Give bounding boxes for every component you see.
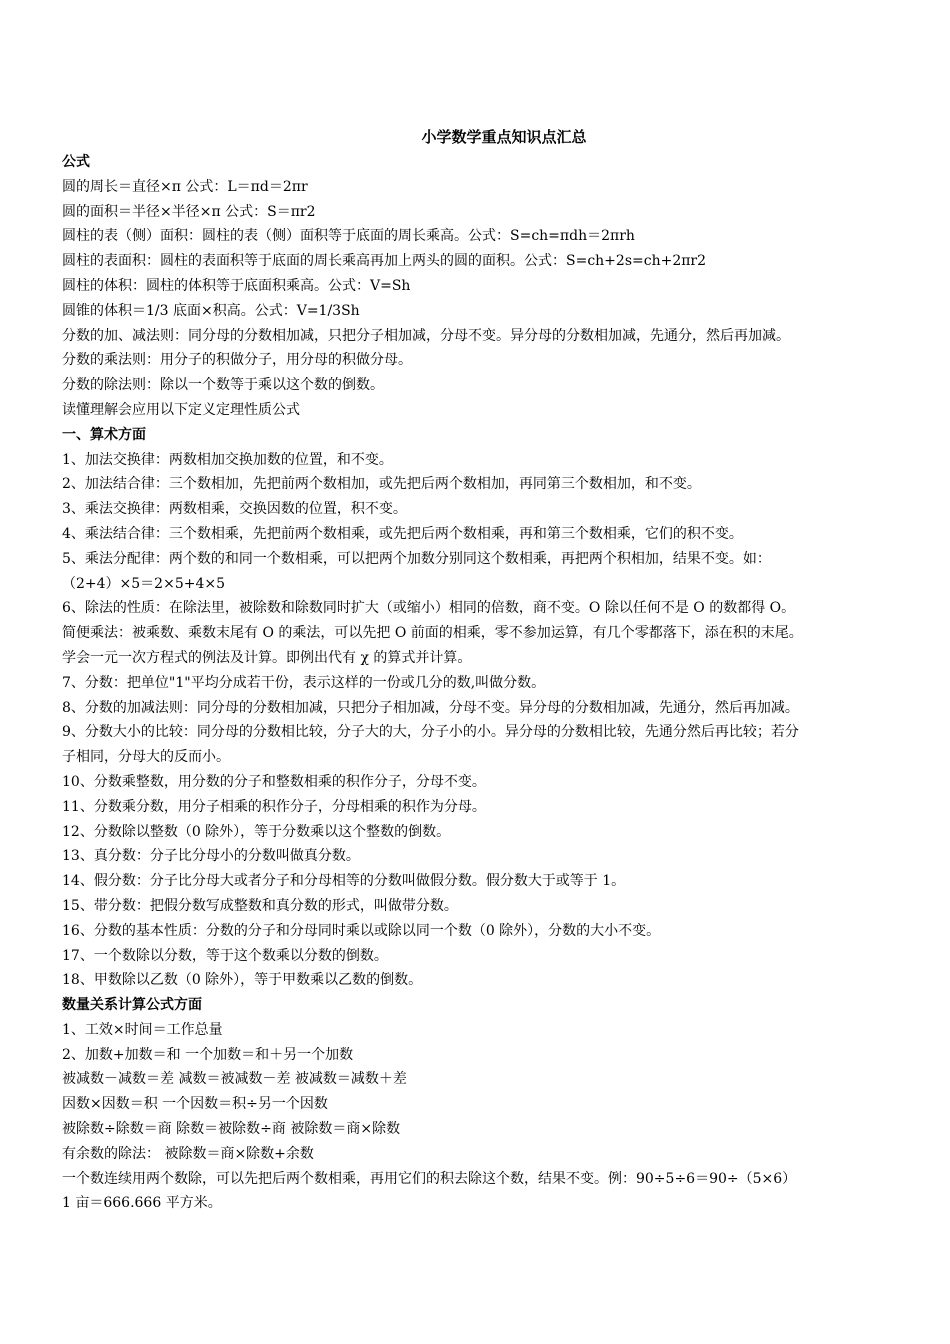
text-line: 10、分数乘整数，用分数的分子和整数相乘的积作分子，分母不变。 xyxy=(62,773,486,790)
text-line: 简便乘法：被乘数、乘数末尾有 O 的乘法，可以先把 O 前面的相乘，零不参加运算，有几个零都落下，添在积的末尾。 xyxy=(62,625,803,642)
text-line: 分数的加、减法则：同分母的分数相加减，只把分子相加减，分母不变。异分母的分数相加减，先通分，然后再加减。 xyxy=(62,327,790,344)
document-body xyxy=(62,150,910,1216)
text-line: 圆的面积＝半径×半径×π 公式：S＝πr2 xyxy=(62,203,316,220)
section-heading: 一、算术方面 xyxy=(62,426,146,443)
text-line: （2+4）×5＝2×5+4×5 xyxy=(62,575,226,592)
text-line: 16、分数的基本性质：分数的分子和分母同时乘以或除以同一个数（0 除外），分数的大小不变。 xyxy=(62,922,661,939)
text-line: 圆的周长＝直径×π 公式：L＝πd＝2πr xyxy=(62,178,308,195)
section-heading: 数量关系计算公式方面 xyxy=(62,997,202,1014)
text-line: 12、分数除以整数（0 除外），等于分数乘以这个整数的倒数。 xyxy=(62,823,451,840)
text-line: 被除数÷除数＝商 除数＝被除数÷商 被除数＝商×除数 xyxy=(62,1121,401,1138)
text-line: 4、乘法结合律：三个数相乘，先把前两个数相乘，或先把后两个数相乘，再和第三个数相乘，它们的积不变。 xyxy=(62,525,743,542)
text-line: 14、假分数：分子比分母大或者分子和分母相等的分数叫做假分数。假分数大于或等于 1。 xyxy=(62,873,626,890)
text-line: 17、一个数除以分数，等于这个数乘以分数的倒数。 xyxy=(62,947,388,964)
text-line: 6、除法的性质：在除法里，被除数和除数同时扩大（或缩小）相同的倍数，商不变。O 除以任何不是 O 的数都得 O。 xyxy=(62,600,796,617)
text-line: 11、分数乘分数，用分子相乘的积作分子，分母相乘的积作为分母。 xyxy=(62,798,486,815)
text-line: 18、甲数除以乙数（0 除外），等于甲数乘以乙数的倒数。 xyxy=(62,972,423,989)
text-line: 2、加数+加数＝和 一个加数＝和＋另一个加数 xyxy=(62,1046,354,1063)
text-line: 5、乘法分配律：两个数的和同一个数相乘，可以把两个加数分别同这个数相乘，再把两个积相加，结果不变。如： xyxy=(62,550,771,567)
section-heading: 公式 xyxy=(62,154,90,170)
text-line: 15、带分数：把假分数写成整数和真分数的形式，叫做带分数。 xyxy=(62,897,458,914)
text-line: 圆柱的表面积：圆柱的表面积等于底面的周长乘高再加上两头的圆的面积。公式：S=ch+2s=ch+2πr2 xyxy=(62,253,707,270)
text-line: 圆柱的表（侧）面积：圆柱的表（侧）面积等于底面的周长乘高。公式：S=ch=πdh＝2πrh xyxy=(62,228,635,245)
document-title: 小学数学重点知识点汇总 xyxy=(421,128,587,146)
text-line: 13、真分数：分子比分母小的分数叫做真分数。 xyxy=(62,848,360,865)
text-line: 读懂理解会应用以下定义定理性质公式 xyxy=(62,401,300,418)
text-line: 1、工效×时间＝工作总量 xyxy=(62,1021,223,1038)
text-line: 被减数－减数＝差 减数＝被减数－差 被减数＝减数＋差 xyxy=(62,1071,407,1088)
text-line: 分数的乘法则：用分子的积做分子，用分母的积做分母。 xyxy=(62,352,412,369)
text-line: 7、分数：把单位"1"平均分成若干份，表示这样的一份或几分的数,叫做分数。 xyxy=(62,674,546,691)
text-line: 子相同，分母大的反而小。 xyxy=(62,749,230,766)
text-line: 2、加法结合律：三个数相加，先把前两个数相加，或先把后两个数相加，再同第三个数相加，和不变。 xyxy=(62,476,701,493)
text-line: 分数的除法则：除以一个数等于乘以这个数的倒数。 xyxy=(62,377,384,394)
text-line: 有余数的除法： 被除数＝商×除数+余数 xyxy=(62,1145,314,1162)
text-line: 8、分数的加减法则：同分母的分数相加减，只把分子相加减，分母不变。异分母的分数相加减，先通分，然后再加减。 xyxy=(62,699,799,716)
text-line: 学会一元一次方程式的例法及计算。即例出代有 χ 的算式并计算。 xyxy=(62,649,472,666)
text-line: 3、乘法交换律：两数相乘，交换因数的位置，积不变。 xyxy=(62,501,407,518)
text-line: 1 亩＝666.666 平方米。 xyxy=(62,1195,222,1212)
text-line: 圆锥的体积＝1/3 底面×积高。公式：V=1/3Sh xyxy=(62,302,360,319)
text-line: 圆柱的体积：圆柱的体积等于底面积乘高。公式：V=Sh xyxy=(62,277,411,294)
text-line: 1、加法交换律：两数相加交换加数的位置，和不变。 xyxy=(62,451,393,468)
text-line: 因数×因数＝积 一个因数＝积÷另一个因数 xyxy=(62,1096,328,1113)
text-line: 一个数连续用两个数除，可以先把后两个数相乘，再用它们的积去除这个数，结果不变。例：90÷5÷6＝90÷（5×6） xyxy=(62,1170,797,1187)
text-line: 9、分数大小的比较：同分母的分数相比较，分子大的大，分子小的小。异分母的分数相比较，先通分然后再比较；若分 xyxy=(62,724,799,741)
